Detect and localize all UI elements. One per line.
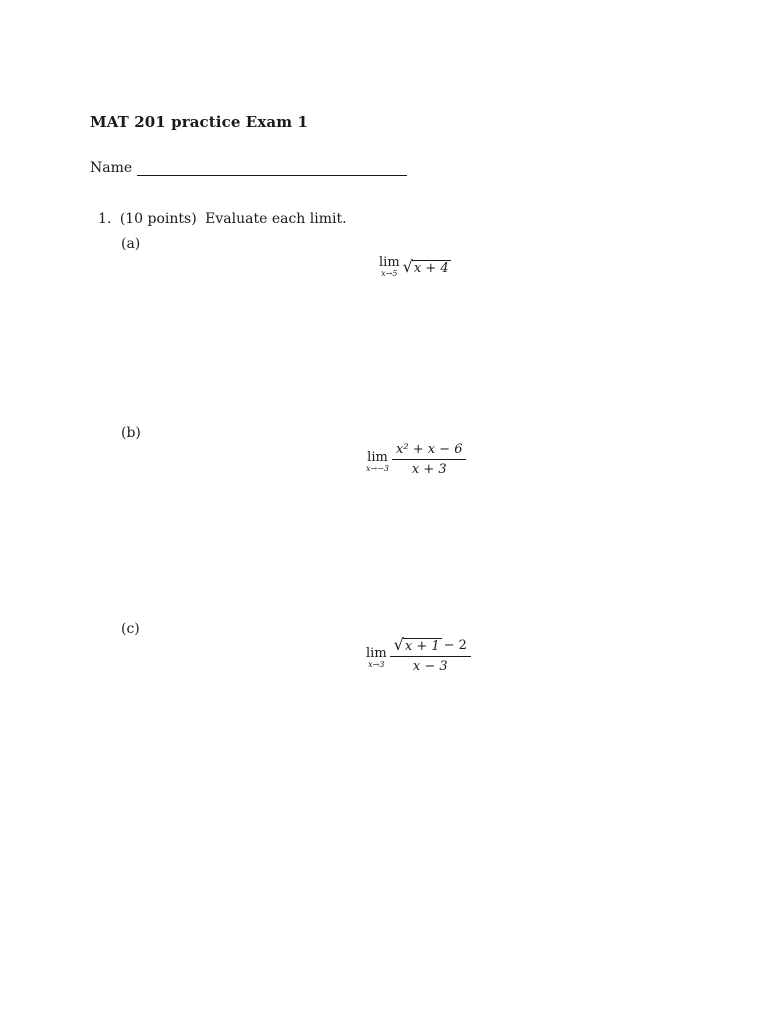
lim-word: lim: [366, 645, 387, 661]
fraction: [392, 442, 466, 477]
fraction-denominator: x + 3: [411, 462, 447, 477]
name-label: Name: [90, 160, 133, 176]
question-number: 1.: [98, 211, 112, 227]
part-a-label: (a): [121, 236, 141, 252]
fraction: [390, 637, 471, 674]
radical-sign-icon: √: [402, 256, 413, 276]
square-root: [394, 637, 442, 654]
part-c-expression: [366, 637, 471, 674]
limit-operator: [366, 647, 387, 669]
fraction-numerator: [390, 637, 471, 657]
part-c-label: (c): [121, 621, 140, 637]
radicand: x + 4: [413, 260, 449, 276]
question-prompt: Evaluate each limit.: [205, 211, 347, 227]
limit-operator: [366, 451, 389, 473]
lim-word: lim: [379, 255, 400, 270]
radical-sign-icon: √: [393, 635, 404, 654]
part-b-label: (b): [121, 425, 141, 441]
fraction-numerator: x² + x − 6: [392, 442, 466, 460]
question-points: (10 points): [119, 211, 197, 227]
question-1-header: [98, 211, 351, 227]
numerator-remainder: − 2: [443, 638, 467, 653]
exam-title: MAT 201 practice Exam 1: [90, 113, 309, 131]
part-b-expression: [366, 442, 466, 477]
square-root: [402, 256, 451, 276]
part-a-expression: [379, 256, 451, 278]
lim-word: lim: [367, 449, 388, 465]
lim-subscript: x→5: [381, 269, 398, 278]
name-row: [90, 160, 407, 176]
limit-operator: [379, 256, 400, 278]
radicand: x + 1: [404, 639, 440, 654]
fraction-denominator: x − 3: [412, 659, 448, 674]
lim-subscript: x→3: [368, 659, 385, 669]
name-blank-line[interactable]: [137, 160, 407, 176]
lim-subscript: x→−3: [366, 463, 390, 473]
